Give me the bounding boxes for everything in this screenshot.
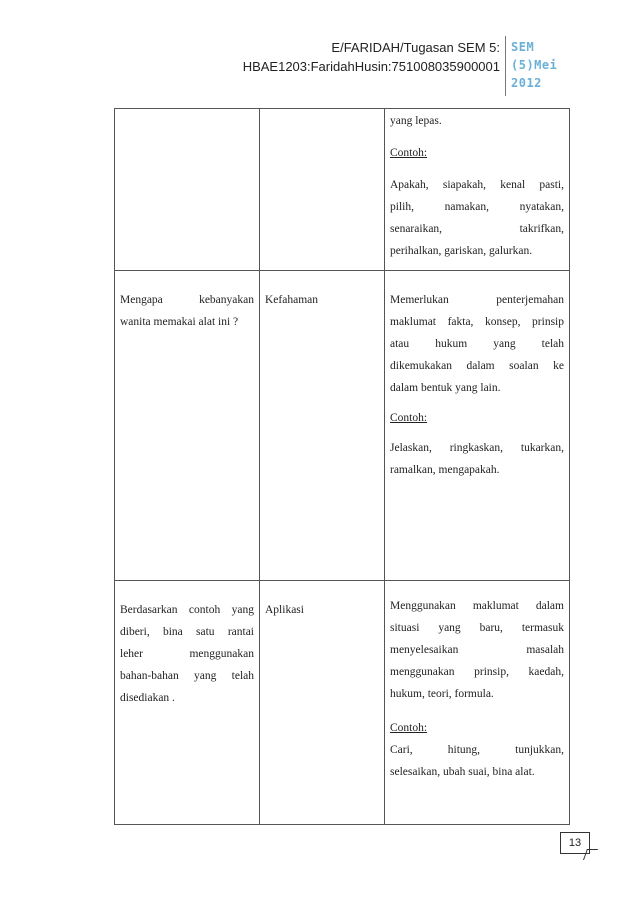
row3-desc-line: menyelesaikan masalah (390, 644, 564, 656)
row2-col3-cell (385, 271, 570, 581)
sem-badge (511, 38, 571, 92)
taxonomy-table (114, 108, 570, 825)
row2-col1-cell (115, 271, 260, 581)
row1-col3-cell (385, 109, 570, 271)
table-row (115, 581, 570, 825)
row1-col1-cell (115, 109, 260, 271)
row3-desc-line: situasi yang baru, termasuk (390, 622, 564, 634)
badge-line-1: SEM (511, 40, 535, 54)
page-number: 13 (560, 832, 590, 854)
row1-col2-cell (260, 109, 385, 271)
row2-question-line: Mengapa kebanyakan (120, 294, 254, 306)
row3-level: Aplikasi (265, 604, 304, 616)
row3-question-line: bahan-bahan yang telah (120, 670, 254, 682)
badge-line-2: (5)Mei (511, 58, 558, 72)
row2-contoh-label: Contoh: (390, 412, 428, 424)
row3-col2-cell (260, 581, 385, 825)
row2-desc-line: dikemukakan dalam soalan ke (390, 360, 564, 372)
header-line-2: HBAE1203:FaridahHusin:751008035900001 (242, 59, 500, 74)
row3-question-line: Berdasarkan contoh yang (120, 604, 254, 616)
row3-contoh-line: Cari, hitung, tunjukkan, (390, 744, 564, 756)
row3-contoh-line: selesaikan, ubah suai, bina alat. (390, 766, 535, 778)
row3-desc-line: hukum, teori, formula. (390, 688, 494, 700)
row3-desc-line: Menggunakan maklumat dalam (390, 600, 564, 612)
row2-col2-cell (260, 271, 385, 581)
row1-contoh-label: Contoh: (390, 147, 428, 159)
row3-contoh-label: Contoh: (390, 722, 428, 734)
row2-desc-line: dalam bentuk yang lain. (390, 382, 501, 394)
row3-question-line: disediakan . (120, 692, 175, 704)
row2-contoh-line: Jelaskan, ringkaskan, tukarkan, (390, 442, 564, 454)
row1-contoh-line: pilih, namakan, nyatakan, (390, 201, 564, 213)
row2-desc-line: maklumat fakta, konsep, prinsip (390, 316, 564, 328)
row3-col1-cell (115, 581, 260, 825)
row1-contoh-line: Apakah, siapakah, kenal pasti, (390, 179, 564, 191)
row2-desc-line: Memerlukan penterjemahan (390, 294, 564, 306)
header-line-1: E/FARIDAH/Tugasan SEM 5: (331, 40, 500, 55)
row2-level: Kefahaman (265, 294, 318, 306)
row3-question-line: diberi, bina satu rantai (120, 626, 254, 638)
row1-contoh-line: senaraikan, takrifkan, (390, 223, 564, 235)
badge-line-3: 2012 (511, 76, 542, 90)
row1-intro: yang lepas. (390, 115, 442, 127)
row3-desc-line: menggunakan prinsip, kaedah, (390, 666, 564, 678)
row1-contoh-line: perihalkan, gariskan, galurkan. (390, 245, 533, 257)
row2-question-line: wanita memakai alat ini ? (120, 316, 239, 328)
table-row (115, 271, 570, 581)
row2-contoh-line: ramalkan, mengapakah. (390, 464, 500, 476)
row3-col3-cell (385, 581, 570, 825)
row2-desc-line: atau hukum yang telah (390, 338, 564, 350)
row3-question-line: leher menggunakan (120, 648, 254, 660)
header-divider (505, 36, 506, 96)
page-header (200, 38, 500, 76)
table-row (115, 109, 570, 271)
